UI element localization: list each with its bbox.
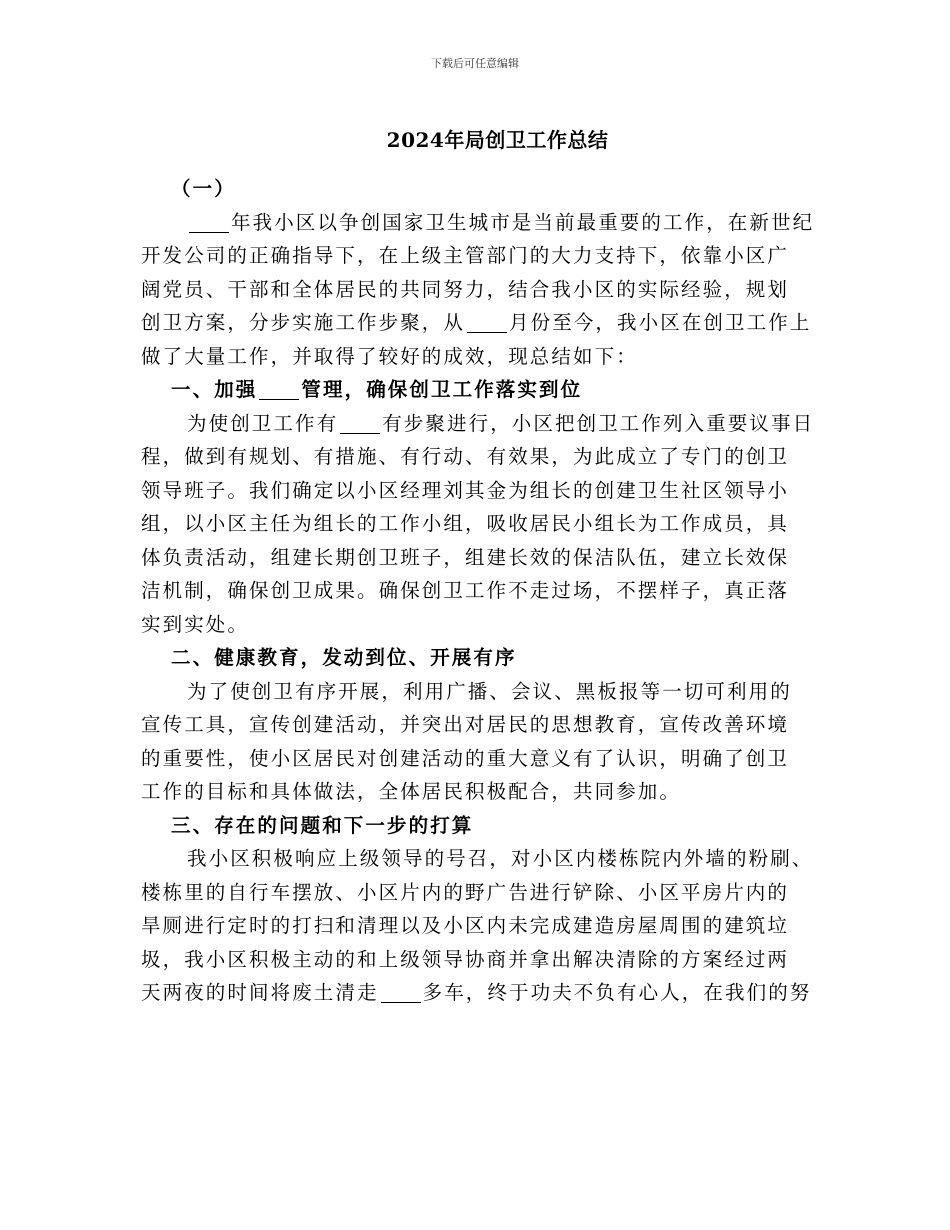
intro-line-3: 阔党员、干部和全体居民的共同努力，结合我小区的实际经验，规划 bbox=[141, 277, 790, 301]
p1-line-3: 领导班子。我们确定以小区经理刘其金为组长的创建卫生社区领导小 bbox=[141, 478, 790, 502]
p1-line-7: 实到实处。 bbox=[141, 612, 250, 636]
section-marker: （一） bbox=[171, 177, 236, 200]
page-header-note: 下载后可任意编辑 bbox=[431, 57, 519, 70]
p1-line-5: 体负责活动，组建长期创卫班子，组建长效的保洁队伍，建立长效保 bbox=[141, 545, 790, 569]
intro-line-2: 开发公司的正确指导下，在上级主管部门的大力支持下，依靠小区广 bbox=[141, 244, 790, 267]
p2-line-2: 宣传工具，宣传创建活动，并突出对居民的思想教育，宣传改善环境 bbox=[141, 713, 790, 736]
p3-line-2: 楼栋里的自行车摆放、小区片内的野广告进行铲除、小区平房片内的 bbox=[141, 880, 790, 904]
section-heading-3: 三、存在的问题和下一步的打算 bbox=[171, 813, 474, 837]
p1-line-4: 组，以小区主任为组长的工作小组，吸收居民小组长为工作成员，具 bbox=[141, 512, 790, 535]
blank-underline bbox=[340, 413, 380, 434]
p2-line-3: 的重要性，使小区居民对创建活动的重大意义有了认识，明确了创卫 bbox=[141, 746, 790, 770]
intro-line-5: 做了大量工作，并取得了较好的成效，现总结如下： bbox=[141, 344, 638, 368]
p3-line-1: 我小区积极响应上级领导的号召，对小区内楼栋院内外墙的粉刷、 bbox=[187, 847, 814, 870]
document-body bbox=[141, 172, 821, 1010]
p2-line-1: 为了使创卫有序开展，利用广播、会议、黑板报等一切可利用的 bbox=[187, 679, 792, 703]
blank-underline bbox=[189, 212, 229, 233]
document-title: 2024年局创卫工作总结 bbox=[386, 128, 609, 152]
blank-underline bbox=[381, 982, 421, 1003]
p3-line-5: 天两夜的时间将废土清走 多车，终于功夫不负有心人，在我们的努 bbox=[141, 981, 812, 1004]
blank-underline bbox=[467, 312, 507, 333]
blank-underline bbox=[259, 379, 299, 400]
intro-line-4: 创卫方案，分步实施工作步聚，从 月份至今，我小区在创卫工作上 bbox=[141, 311, 812, 334]
section-heading-2: 二、健康教育，发动到位、开展有序 bbox=[171, 646, 517, 669]
p3-line-3: 旱厕进行定时的打扫和清理以及小区内未完成建造房屋周围的建筑垃 bbox=[141, 914, 790, 937]
p1-line-2: 程，做到有规划、有措施、有行动、有效果，为此成立了专门的创卫 bbox=[141, 445, 790, 468]
p3-line-4: 圾，我小区积极主动的和上级领导协商并拿出解决清除的方案经过两 bbox=[141, 947, 790, 971]
intro-line-1: 年我小区以争创国家卫生城市是当前最重要的工作，在新世纪 bbox=[141, 206, 821, 240]
p2-line-4: 工作的目标和具体做法，全体居民积极配合，共同参加。 bbox=[141, 780, 682, 803]
p1-line-6: 洁机制，确保创卫成果。确保创卫工作不走过场，不摆样子，真正落 bbox=[141, 579, 790, 602]
p1-line-1: 为使创卫工作有 有步聚进行，小区把创卫工作列入重要议事日 bbox=[187, 411, 815, 435]
section-heading-1: 一、加强 管理，确保创卫工作落实到位 bbox=[171, 378, 583, 401]
